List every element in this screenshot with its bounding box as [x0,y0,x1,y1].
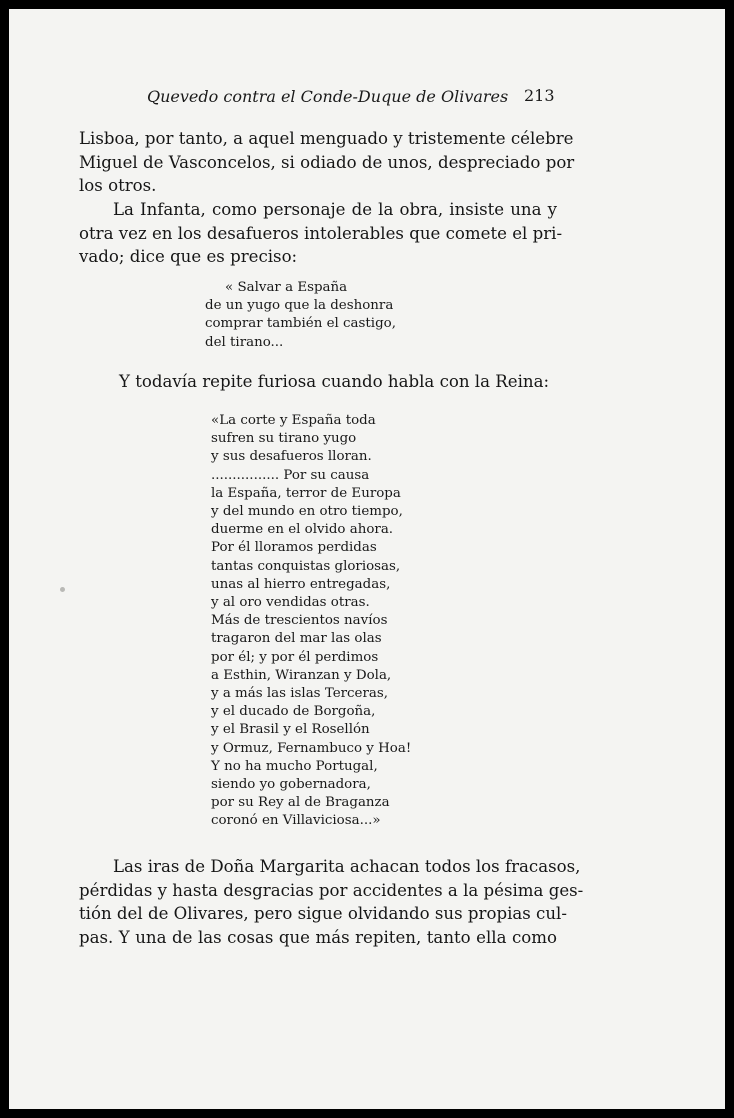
verse-line: y a más las islas Terceras, [211,686,388,702]
verse-line: y sus desafueros lloran. [211,449,372,465]
verse-line: y el Brasil y el Rosellón [211,722,370,738]
verse-line: duerme en el olvido ahora. [211,522,394,538]
text-line: tión del de Olivares, pero sigue olvidando sus propias cul- [79,904,567,924]
verse-line: y del mundo en otro tiempo, [211,504,403,520]
verse-line: y Ormuz, Fernambuco y Hoa! [211,740,412,756]
paragraph-reina-intro [79,370,563,394]
verse-line: a Esthin, Wiranzan y Dola, [211,667,392,683]
verse-line: Por él lloramos perdidas [211,540,377,556]
verse-line: unas al hierro entregadas, [211,576,391,592]
verse-line: Más de trescientos navíos [211,613,388,629]
paragraph-continuation [79,127,575,198]
verse-line: sufren su tirano yugo [211,431,357,447]
text-line: vado; dice que es preciso: [79,247,298,267]
verse-quote-1 [205,279,396,352]
book-page [9,9,725,1109]
verse-line: la España, terror de Europa [211,485,401,501]
verse-quote-2 [211,412,411,831]
verse-line: del tirano... [205,334,284,350]
scan-speck [60,587,65,592]
verse-line: tantas conquistas gloriosas, [211,558,401,574]
verse-line: de un yugo que la deshonra [205,298,394,314]
text-line: otra vez en los desafueros intolerables que comete el pri- [79,223,563,243]
text-line: los otros. [79,176,157,196]
verse-line: coronó en Villaviciosa...» [211,813,381,829]
text-line: Lisboa, por tanto, a aquel menguado y tristemente célebre [79,129,574,148]
verse-line: comprar también el castigo, [205,316,396,332]
verse-line: «La corte y España toda [211,413,376,428]
verse-line: por él; y por él perdimos [211,649,379,665]
text-line: La Infanta, como personaje de la obra, insiste una y [113,200,557,219]
verse-line: por su Rey al de Braganza [211,795,390,811]
verse-line: tragaron del mar las olas [211,631,382,647]
verse-line: Y no ha mucho Portugal, [211,758,378,774]
running-header-title: Quevedo contra el Conde-Duque de Olivares [147,87,509,106]
text-line: pas. Y una de las cosas que más repiten, tanto ella como [79,928,557,948]
verse-line: ................ Por su causa [211,467,370,483]
verse-line: y al oro vendidas otras. [211,595,370,611]
text-line: Miguel de Vasconcelos, si odiado de unos, despreciado por [79,152,575,172]
text-line: pérdidas y hasta desgracias por accidentes a la pésima ges- [79,880,584,900]
text-line: Y todavía repite furiosa cuando habla con la Reina: [119,372,550,391]
text-line: Las iras de Doña Margarita achacan todos los fracasos, [113,857,581,876]
paragraph-margarita [79,855,584,950]
page-number: 213 [524,86,555,105]
verse-line: siendo yo gobernadora, [211,777,371,793]
paragraph-infanta [79,198,563,269]
verse-line: « Salvar a España [225,280,348,295]
verse-line: y el ducado de Borgoña, [211,704,376,720]
